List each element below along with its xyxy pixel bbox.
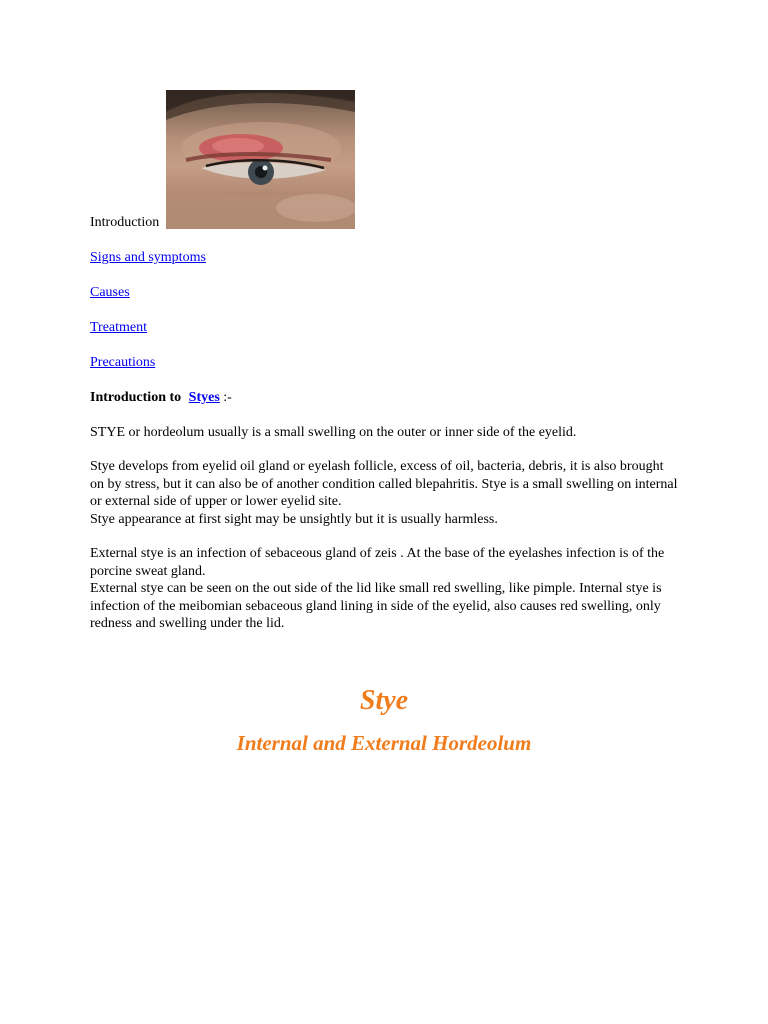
stye-eye-photo [166, 90, 355, 229]
link-signs-and-symptoms[interactable]: Signs and symptoms [90, 250, 206, 265]
subtitle-hordeolum: Internal and External Hordeolum [236, 731, 532, 755]
paragraph-causes [90, 458, 680, 528]
paragraph-types [90, 545, 680, 633]
link-styes[interactable]: Styes [188, 390, 220, 405]
titles [0, 684, 768, 756]
eye-photo-illustration [166, 90, 355, 229]
nav-links [90, 249, 680, 372]
link-precautions[interactable]: Precautions [90, 355, 156, 370]
intro-heading-prefix: Introduction to [90, 390, 182, 405]
paragraph-external-text: External stye is an infection of sebaceous gland of zeis . At the base of the eyelashes infection is of the porcine sweat gland. [90, 546, 665, 579]
title-stye: Stye [359, 685, 409, 716]
paragraph-definition: STYE or hordeolum usually is a small swelling on the outer or inner side of the eyelid. [90, 424, 577, 440]
intro-heading [90, 389, 680, 407]
paragraph-internal-text: External stye can be seen on the out side of the lid like small red swelling, like pimple. Internal stye is infection of the meibomian sebaceous gland lining in side of the eyelid, also causes red swelling, only redness and swelling under the lid. [90, 581, 662, 631]
intro-heading-suffix: :- [219, 390, 232, 405]
intro-row [90, 90, 680, 229]
content-area [90, 90, 680, 633]
link-treatment[interactable]: Treatment [90, 320, 148, 335]
paragraph-harmless-text: Stye appearance at first sight may be unsightly but it is usually harmless. [90, 511, 498, 527]
intro-label: Introduction [90, 215, 160, 230]
link-causes[interactable]: Causes [90, 285, 130, 300]
paragraph-causes-text: Stye develops from eyelid oil gland or eyelash follicle, excess of oil, bacteria, debris, it is also brought on by stress, but it can also be of another condition called blepahritis. Stye is a small swelling on internal or external side of upper or lower eyelid site. [90, 459, 678, 509]
